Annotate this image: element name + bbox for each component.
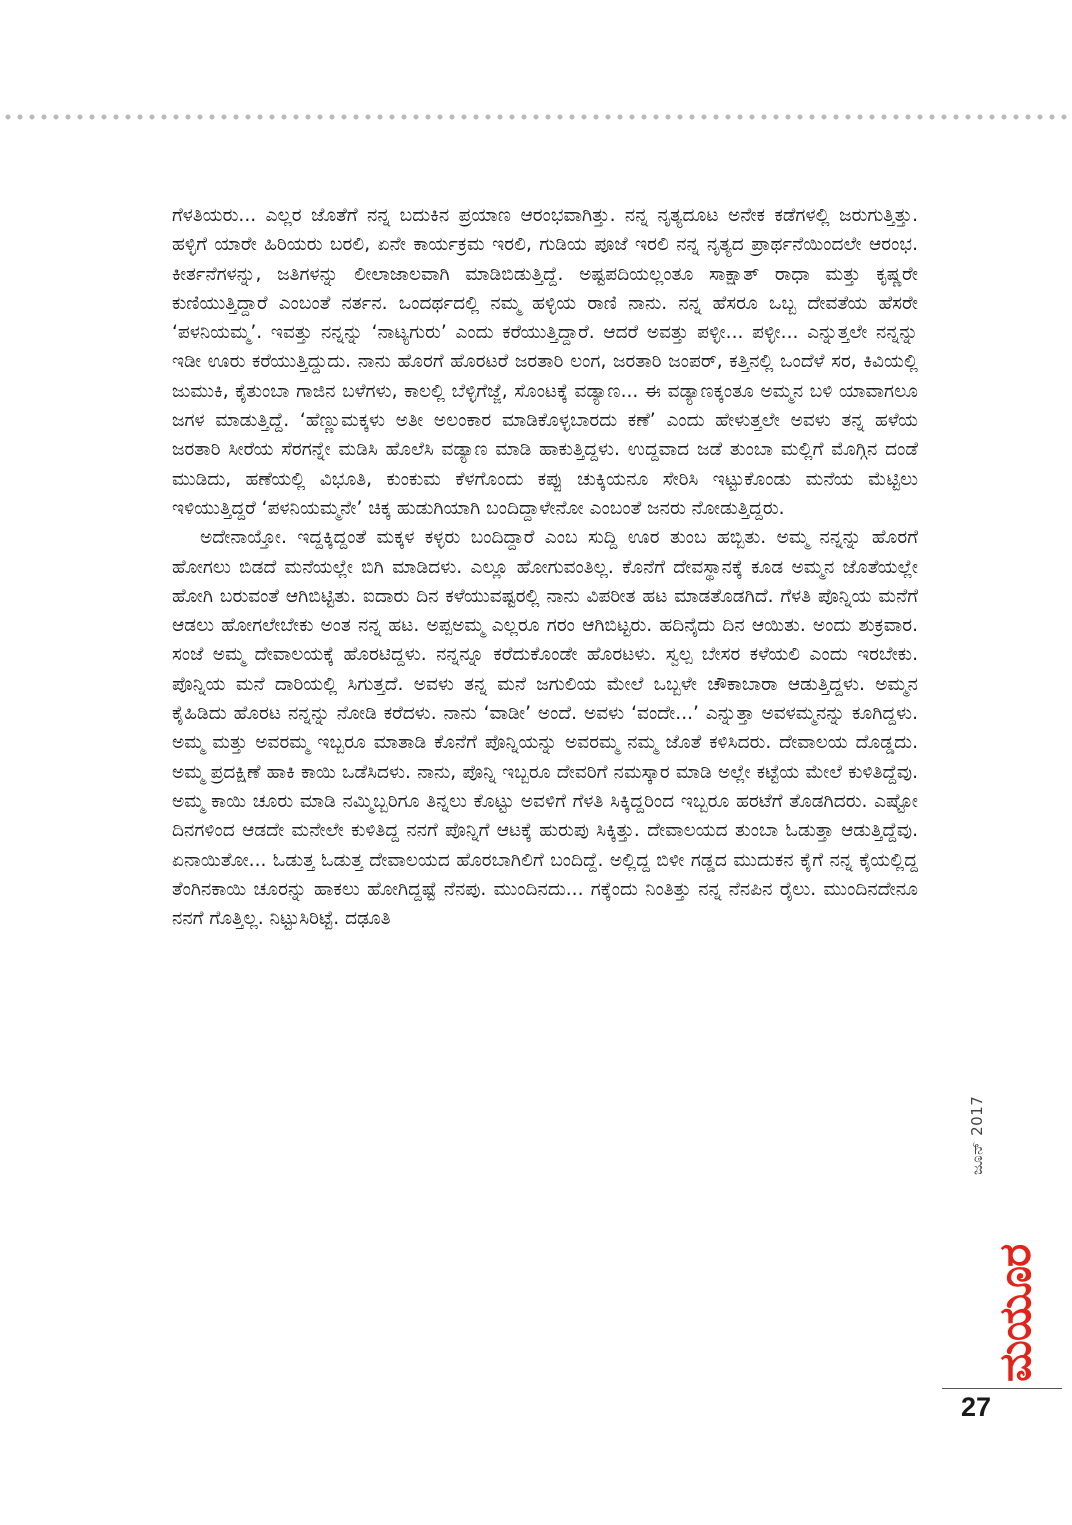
page-number-rule (942, 1388, 1062, 1389)
article-paragraph-2: ಅದೇನಾಯ್ತೋ. ಇದ್ದಕ್ಕಿದ್ದಂತೆ ಮಕ್ಕಳ ಕಳ್ಳರು ಬಂದಿದ್ದಾರೆ ಎಂಬ ಸುದ್ದಿ ಊರ ತುಂಬ ಹಬ್ಬಿತು. ಅಮ್ಮ ನನ್ನನ್ನು ಹೊರಗೆ ಹೋಗಲು ಬಿಡದೆ ಮನೆಯಲ್ಲೇ ಬಿಗಿ ಮಾಡಿದಳು. ಎಲ್ಲೂ ಹೋಗುವಂತಿಲ್ಲ. ಕೊನೆಗೆ ದೇವಸ್ಥಾನಕ್ಕೆ ಕೂಡ ಅಮ್ಮನ ಜೊತೆಯಲ್ಲೇ ಹೋಗಿ ಬರುವಂತೆ ಆಗಿಬಿಟ್ಟಿತು. ಐದಾರು ದಿನ ಕಳೆಯುವಷ್ಟರಲ್ಲಿ ನಾನು ವಿಪರೀತ ಹಟ ಮಾಡತೊಡಗಿದೆ. ಗೆಳತಿ ಪೊನ್ನಿಯ ಮನೆಗೆ ಆಡಲು ಹೋಗಲೇಬೇಕು ಅಂತ ನನ್ನ ಹಟ. ಅಪ್ಪಅಮ್ಮ ಎಲ್ಲರೂ ಗರಂ ಆಗಿಬಿಟ್ಟರು. ಹದಿನೈದು ದಿನ ಆಯಿತು. ಅಂದು ಶುಕ್ರವಾರ. ಸಂಜೆ ಅಮ್ಮ ದೇವಾಲಯಕ್ಕೆ ಹೊರಟಿದ್ದಳು. ನನ್ನನ್ನೂ ಕರೆದುಕೊಂಡೇ ಹೊರಟಳು. ಸ್ವಲ್ಪ ಬೇಸರ ಕಳೆಯಲಿ ಎಂದು ಇರಬೇಕು. ಪೊನ್ನಿಯ ಮನೆ ದಾರಿಯಲ್ಲಿ ಸಿಗುತ್ತದೆ. ಅವಳು ತನ್ನ ಮನೆ ಜಗುಲಿಯ ಮೇಲೆ ಒಬ್ಬಳೇ ಚೌಕಾಬಾರಾ ಆಡುತ್ತಿದ್ದಳು. ಅಮ್ಮನ ಕೈಹಿಡಿದು ಹೊರಟ ನನ್ನನ್ನು ನೋಡಿ ಕರೆದಳು. ನಾನು ‘ವಾಡೀ’ ಅಂದೆ. ಅವಳು ‘ವಂದೇ...’ ಎನ್ನುತ್ತಾ ಅವಳಮ್ಮನನ್ನು ಕೂಗಿದ್ದಳು. ಅಮ್ಮ ಮತ್ತು ಅವರಮ್ಮ ಇಬ್ಬರೂ ಮಾತಾಡಿ ಕೊನೆಗೆ ಪೊನ್ನಿಯನ್ನು ಅವರಮ್ಮ ನಮ್ಮ ಜೊತೆ ಕಳಿಸಿದರು. ದೇವಾಲಯ ದೊಡ್ಡದು. ಅಮ್ಮ ಪ್ರದಕ್ಷಿಣೆ ಹಾಕಿ ಕಾಯಿ ಒಡೆಸಿದಳು. ನಾನು, ಪೊನ್ನಿ ಇಬ್ಬರೂ ದೇವರಿಗೆ ನಮಸ್ಕಾರ ಮಾಡಿ ಅಲ್ಲೇ ಕಟ್ಟೆಯ ಮೇಲೆ ಕುಳಿತಿದ್ದೆವು. ಅಮ್ಮ ಕಾಯಿ ಚೂರು ಮಾಡಿ ನಮ್ಮಿಬ್ಬರಿಗೂ ತಿನ್ನಲು ಕೊಟ್ಟು ಅವಳಿಗೆ ಗೆಳತಿ ಸಿಕ್ಕಿದ್ದರಿಂದ ಇಬ್ಬರೂ ಹರಟೆಗೆ ತೊಡಗಿದರು. ಎಷ್ಟೋ ದಿನಗಳಿಂದ ಆಡದೇ ಮನೇಲೇ ಕುಳಿತಿದ್ದ ನನಗೆ ಪೊನ್ನಿಗೆ ಆಟಕ್ಕೆ ಹುರುಪು ಸಿಕ್ಕಿತ್ತು. ದೇವಾಲಯದ ತುಂಬಾ ಓಡುತ್ತಾ ಆಡುತ್ತಿದ್ದೆವು. ಏನಾಯಿತೋ... ಓಡುತ್ತ ಓಡುತ್ತ ದೇವಾಲಯದ ಹೊರಬಾಗಿಲಿಗೆ ಬಂದಿದ್ದೆ. ಅಲ್ಲಿದ್ದ ಬಿಳೀ ಗಡ್ಡದ ಮುದುಕನ ಕೈಗೆ ನನ್ನ ಕೈಯಲ್ಲಿದ್ದ ತೆಂಗಿನಕಾಯಿ ಚೂರನ್ನು ಹಾಕಲು ಹೋಗಿದ್ದಷ್ಟೆ ನೆನಪು. ಮುಂದಿನದು... ಗಕ್ಕೆಂದು ನಿಂತಿತ್ತು ನನ್ನ ನೆನಪಿನ ರೈಲು. ಮುಂದಿನದೇನೂ ನನಗೆ ಗೊತ್ತಿಲ್ಲ. ನಿಟ್ಟುಸಿರಿಟ್ಟೆ. ದಢೂತಿ (172, 527, 918, 930)
page-number: 27 (961, 1392, 992, 1422)
article-paragraph-1: ಗೆಳತಿಯರು... ಎಲ್ಲರ ಜೊತೆಗೆ ನನ್ನ ಬದುಕಿನ ಪ್ರಯಾಣ ಆರಂಭವಾಗಿತ್ತು. ನನ್ನ ನೃತ್ಯದೂಟ ಅನೇಕ ಕಡೆಗಳಲ್ಲಿ ಜರುಗುತ್ತಿತ್ತು. ಹಳ್ಳಿಗೆ ಯಾರೇ ಹಿರಿಯರು ಬರಲಿ, ಏನೇ ಕಾರ್ಯಕ್ರಮ ಇರಲಿ, ಗುಡಿಯ ಪೂಜೆ ಇರಲಿ ನನ್ನ ನೃತ್ಯದ ಪ್ರಾರ್ಥನೆಯಿಂದಲೇ ಆರಂಭ. ಕೀರ್ತನೆಗಳನ್ನು, ಜತಿಗಳನ್ನು ಲೀಲಾಜಾಲವಾಗಿ ಮಾಡಿಬಿಡುತ್ತಿದ್ದೆ. ಅಷ್ಟಪದಿಯಲ್ಲಂತೂ ಸಾಕ್ಷಾತ್ ರಾಧಾ ಮತ್ತು ಕೃಷ್ಣರೇ ಕುಣಿಯುತ್ತಿದ್ದಾರೆ ಎಂಬಂತೆ ನರ್ತನ. ಒಂದರ್ಥದಲ್ಲಿ ನಮ್ಮ ಹಳ್ಳಿಯ ರಾಣಿ ನಾನು. ನನ್ನ ಹೆಸರೂ ಒಬ್ಬ ದೇವತೆಯ ಹೆಸರೇ ‘ಪಳನಿಯಮ್ಮ’. ಇವತ್ತು ನನ್ನನ್ನು ‘ನಾಟ್ಯಗುರು’ ಎಂದು ಕರೆಯುತ್ತಿದ್ದಾರೆ. ಆದರೆ ಅವತ್ತು ಪಳ್ಳೀ... ಪಳ್ಳೀ... ಎನ್ನುತ್ತಲೇ ನನ್ನನ್ನು ಇಡೀ ಊರು ಕರೆಯುತ್ತಿದ್ದುದು. ನಾನು ಹೊರಗೆ ಹೊರಟರೆ ಜರತಾರಿ ಲಂಗ, ಜರತಾರಿ ಜಂಪರ್, ಕತ್ತಿನಲ್ಲಿ ಒಂದೆಳೆ ಸರ, ಕಿವಿಯಲ್ಲಿ ಜುಮುಕಿ, ಕೈತುಂಬಾ ಗಾಜಿನ ಬಳೆಗಳು, ಕಾಲಲ್ಲಿ ಬೆಳ್ಳಿಗೆಜ್ಜೆ, ಸೊಂಟಕ್ಕೆ ವಡ್ಯಾಣ... ಈ ವಡ್ಯಾಣಕ್ಕಂತೂ ಅಮ್ಮನ ಬಳಿ ಯಾವಾಗಲೂ ಜಗಳ ಮಾಡುತ್ತಿದ್ದೆ. ‘ಹೆಣ್ಣುಮಕ್ಕಳು ಅತೀ ಅಲಂಕಾರ ಮಾಡಿಕೊಳ್ಳಬಾರದು ಕಣೆ’ ಎಂದು ಹೇಳುತ್ತಲೇ ಅವಳು ತನ್ನ ಹಳೆಯ ಜರತಾರಿ ಸೀರೆಯ ಸೆರಗನ್ನೇ ಮಡಿಸಿ ಹೊಲೆಸಿ ವಡ್ಯಾಣ ಮಾಡಿ ಹಾಕುತ್ತಿದ್ದಳು. ಉದ್ದವಾದ ಜಡೆ ತುಂಬಾ ಮಲ್ಲಿಗೆ ಮೊಗ್ಗಿನ ದಂಡೆ ಮುಡಿದು, ಹಣೆಯಲ್ಲಿ ವಿಭೂತಿ, ಕುಂಕುಮ ಕೆಳಗೊಂದು ಕಪ್ಪು ಚುಕ್ಕಿಯನೂ ಸೇರಿಸಿ ಇಟ್ಟುಕೊಂಡು ಮನೆಯ ಮೆಟ್ಟಿಲು ಇಳಿಯುತ್ತಿದ್ದರೆ ‘ಪಳನಿಯಮ್ಮನೇ’ ಚಿಕ್ಕ ಹುಡುಗಿಯಾಗಿ ಬಂದಿದ್ದಾಳೇನೋ ಎಂಬಂತೆ ಜನರು ನೋಡುತ್ತಿದ್ದರು. (172, 205, 918, 519)
issue-date: ಜೂನ್ 2017 (968, 1095, 986, 1175)
magazine-logo: ಮಯೂರ (990, 1244, 1041, 1382)
dotted-top-rule (0, 114, 1072, 120)
article-body (172, 201, 918, 933)
